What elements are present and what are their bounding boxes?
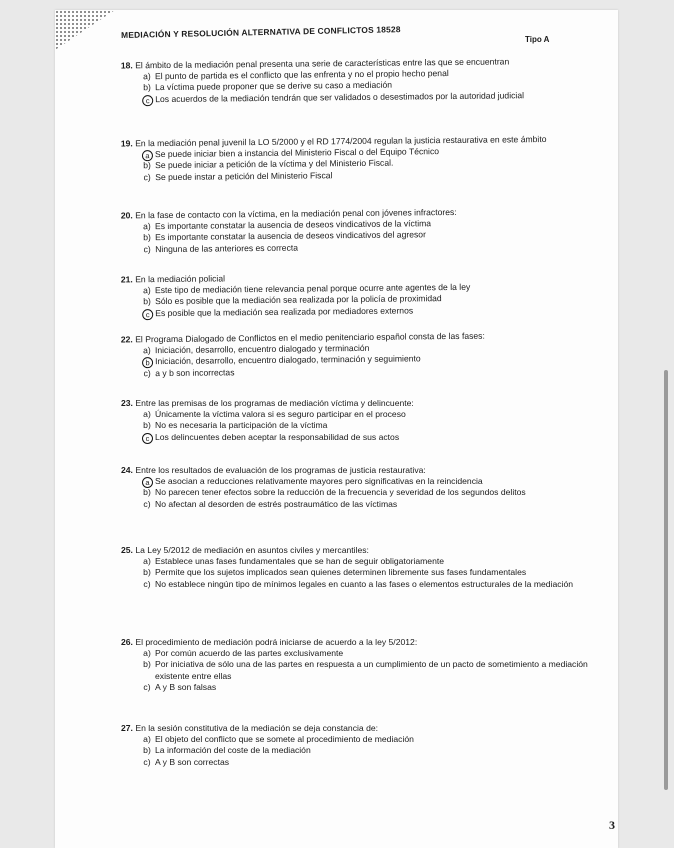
answer-option — [121, 499, 591, 510]
question-text: En la fase de contacto con la víctima, en la mediación penal con jóvenes infractores: — [135, 206, 457, 221]
answer-text: No parecen tener efectos sobre la reducción de la frecuencia y severidad de los segundos delitos — [155, 487, 526, 498]
answer-text: a y b son incorrectas — [155, 366, 235, 378]
answer-text: Ninguna de las anteriores es correcta — [155, 242, 299, 254]
answer-letter: a) — [143, 734, 151, 745]
question-number: 22. — [120, 334, 133, 345]
answer-letter: b) — [143, 82, 151, 93]
question-block — [121, 134, 591, 184]
answer-text: Por común acuerdo de las partes exclusivamente — [155, 648, 344, 659]
answer-letter: b) — [143, 745, 151, 756]
question-text: La Ley 5/2012 de mediación en asuntos civiles y mercantiles: — [135, 545, 369, 555]
answer-text: A y B son falsas — [155, 681, 217, 692]
answer-text: El punto de partida es el conflicto que las enfrenta y no el propio hecho penal — [154, 68, 449, 82]
question-text: Entre las premisas de los programas de mediación víctima y delincuente: — [135, 398, 414, 408]
answer-letter: a) — [143, 285, 151, 296]
answer-option — [121, 734, 591, 745]
question-stem — [121, 398, 591, 409]
question-block — [121, 545, 591, 590]
scrollbar[interactable] — [664, 370, 668, 790]
question-number: 21. — [120, 274, 133, 285]
answer-letter: a) — [143, 345, 151, 356]
answer-option — [121, 476, 591, 487]
answer-option — [121, 567, 591, 578]
scan-noise — [55, 10, 115, 50]
answer-text: Se asocian a reducciones relativamente mayores pero significativas en la reincidencia — [155, 476, 483, 487]
answer-letter: a) — [143, 409, 151, 420]
question-block — [121, 465, 591, 510]
page-number: 3 — [609, 818, 615, 832]
answer-text: Los delincuentes deben aceptar la responsabilidad de sus actos — [155, 431, 400, 442]
question-number: 19. — [120, 138, 133, 149]
answer-letter: c) — [143, 498, 151, 509]
answer-letter: a) — [143, 71, 151, 82]
circled-answer-letter: a — [142, 150, 153, 161]
answer-text: Es importante constatar la ausencia de deseos vindicativos del agresor — [155, 229, 426, 243]
answer-text: No afectan al desorden de estrés postraumático de las víctimas — [155, 498, 398, 509]
answer-text: Sólo es posible que la mediación sea realizada por la policía de proximidad — [155, 293, 442, 307]
answer-option — [121, 757, 591, 768]
answer-option — [121, 556, 591, 567]
answer-letter: b) — [143, 487, 151, 498]
circled-answer-letter: a — [142, 477, 153, 488]
answer-letter: b) — [143, 296, 151, 307]
answer-text: Establece unas fases fundamentales que se han de seguir obligatoriamente — [155, 556, 445, 567]
question-block — [121, 206, 591, 256]
answer-text: La víctima puede proponer que se derive su caso a mediación — [155, 80, 393, 93]
circled-answer-letter: c — [142, 95, 153, 106]
answer-letter: c) — [143, 367, 151, 378]
question-block — [121, 398, 591, 443]
question-number: 23. — [121, 398, 133, 408]
question-text: El procedimiento de mediación podrá iniciarse de acuerdo a la ley 5/2012: — [135, 637, 418, 647]
circled-answer-letter: b — [142, 358, 153, 369]
question-number: 25. — [121, 545, 133, 555]
answer-option — [121, 648, 591, 659]
answer-text: Únicamente la víctima valora si es seguro participar en el proceso — [155, 409, 406, 420]
answer-text: Es importante constatar la ausencia de deseos vindicativos de la víctima — [154, 218, 432, 232]
answer-text: No establece ningún tipo de mínimos legales en cuanto a las fases o elementos estructurales de la mediación — [155, 578, 573, 589]
answer-text: Se puede iniciar a petición de la víctima y del Ministerio Fiscal. — [155, 158, 394, 171]
answer-letter: b) — [143, 567, 151, 578]
question-number: 18. — [120, 60, 133, 71]
answer-text: La información del coste de la mediación — [155, 745, 311, 756]
answer-option — [121, 659, 591, 681]
question-text: En la sesión constitutiva de la mediación se deja constancia de: — [135, 723, 379, 733]
answer-text: El objeto del conflicto que se somete al procedimiento de mediación — [155, 734, 414, 745]
answer-text: Por iniciativa de sólo una de las partes en respuesta a un cumplimiento de un pacto de sometimiento a mediación existente entre ellas — [155, 659, 588, 681]
answer-letter: a) — [143, 648, 151, 659]
answer-letter: c) — [143, 171, 151, 182]
question-number: 26. — [121, 637, 133, 647]
circled-answer-letter: c — [142, 309, 153, 320]
circled-answer-letter: c — [142, 433, 153, 444]
document-page — [55, 10, 618, 848]
answer-option — [121, 432, 591, 443]
answer-option — [121, 487, 591, 498]
answer-letter: a) — [143, 221, 151, 232]
question-block — [121, 637, 591, 693]
answer-letter: c) — [143, 243, 151, 254]
question-block — [121, 56, 591, 106]
answer-text: Iniciación, desarrollo, encuentro dialogado y terminación — [154, 343, 370, 356]
question-stem — [121, 723, 591, 734]
answer-text: Iniciación, desarrollo, encuentro dialogado, terminación y seguimiento — [155, 353, 421, 367]
question-number: 24. — [121, 465, 133, 475]
question-block — [121, 330, 591, 380]
answer-text: Este tipo de mediación tiene relevancia penal porque ocurre ante agentes de la ley — [154, 282, 471, 296]
answer-letter: c) — [143, 756, 151, 767]
answer-option — [121, 745, 591, 756]
exam-type-label: Tipo A — [525, 35, 550, 44]
answer-option — [121, 409, 591, 420]
question-number: 27. — [121, 723, 133, 733]
question-text: En la mediación policial — [135, 273, 226, 285]
question-text: En la mediación penal juvenil la LO 5/2000 y el RD 1774/2004 regulan la justicia restaurativa en este ámbito — [135, 134, 547, 149]
question-block — [121, 723, 591, 768]
answer-text: Los acuerdos de la mediación tendrán que ser validados o desestimados por la autoridad judicial — [155, 89, 525, 104]
question-block — [121, 270, 591, 320]
answer-text: Se puede iniciar bien a instancia del Ministerio Fiscal o del Equipo Técnico — [154, 146, 440, 160]
question-stem — [121, 465, 591, 476]
question-text: El Programa Dialogado de Conflictos en el medio penitenciario español consta de las fases: — [135, 330, 485, 345]
question-text: Entre los resultados de evaluación de los programas de justicia restaurativa: — [135, 465, 426, 475]
answer-letter: c) — [143, 681, 151, 692]
answer-text: Se puede instar a petición del Ministerio Fiscal — [155, 169, 333, 182]
answer-letter: a) — [143, 556, 151, 567]
question-stem — [121, 545, 591, 556]
question-number: 20. — [120, 210, 133, 221]
answer-text: Permite que los sujetos implicados sean quienes determinen libremente sus fases fundamentales — [155, 567, 527, 578]
answer-text: No es necesaria la participación de la víctima — [155, 420, 328, 431]
page-header-title: MEDIACIÓN Y RESOLUCIÓN ALTERNATIVA DE CONFLICTOS 18528 — [121, 24, 401, 40]
question-stem — [121, 637, 591, 648]
answer-letter: c) — [143, 578, 151, 589]
answer-option — [121, 579, 591, 590]
answer-letter: b) — [143, 659, 151, 670]
question-text: El ámbito de la mediación penal presenta una serie de características entre las que se encuentran — [135, 56, 510, 71]
answer-option — [121, 682, 591, 693]
answer-text: A y B son correctas — [155, 756, 230, 767]
answer-letter: b) — [143, 160, 151, 171]
answer-letter: b) — [143, 420, 151, 431]
answer-option — [121, 420, 591, 431]
answer-text: Es posible que la mediación sea realizada por mediadores externos — [155, 305, 414, 318]
answer-letter: b) — [143, 232, 151, 243]
